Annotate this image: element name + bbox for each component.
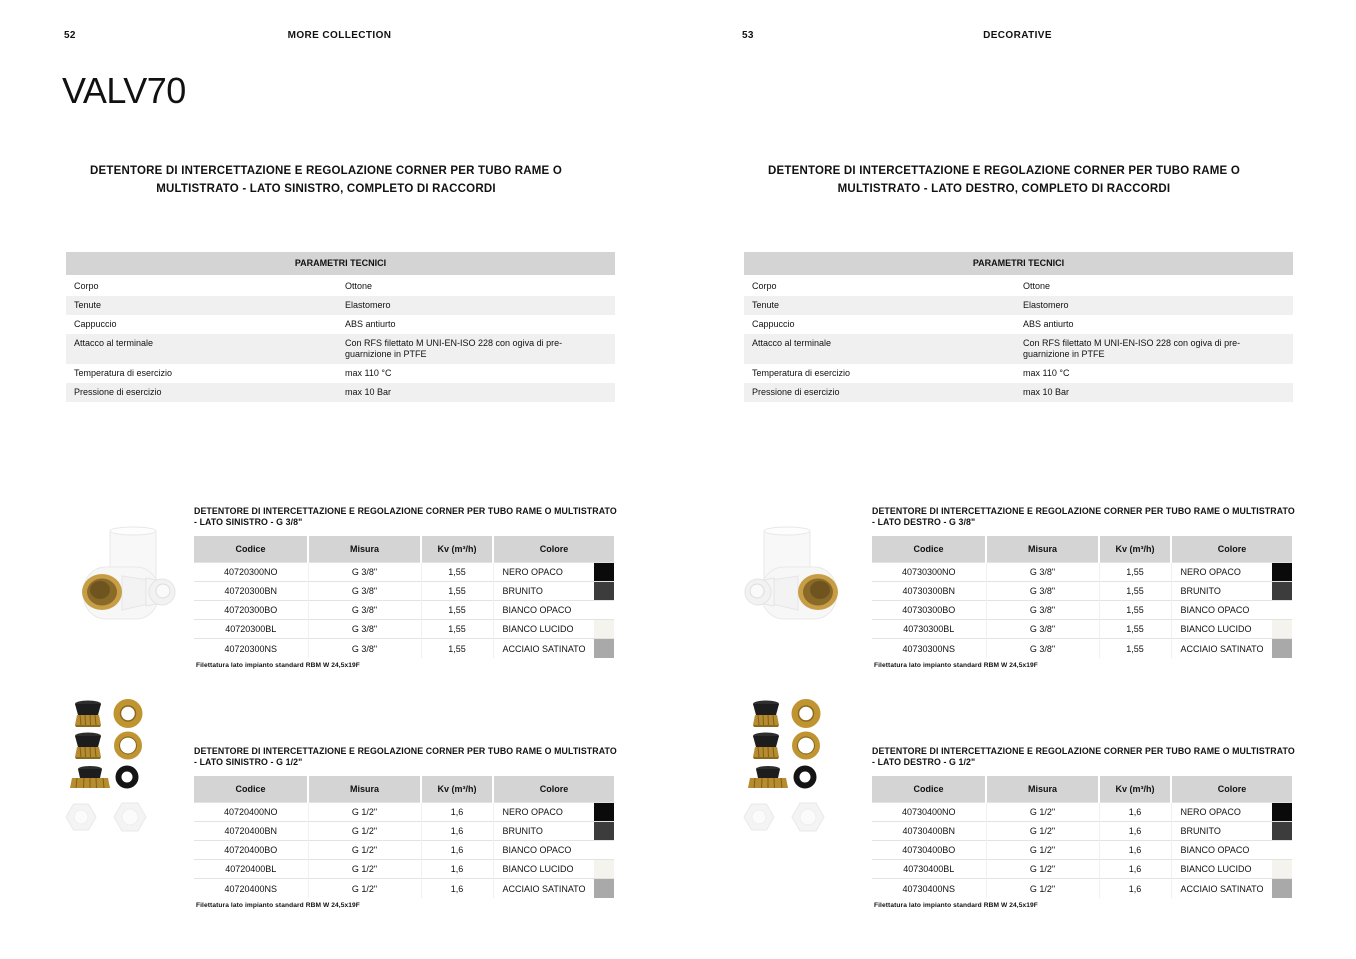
cell-codice: 40730300NS (872, 639, 986, 658)
cell-codice: 40730300NO (872, 562, 986, 581)
cell-colore: BIANCO OPACO (1171, 600, 1272, 619)
tech-value: Ottone (345, 281, 373, 291)
table-row (872, 600, 1292, 619)
column-header: Codice (194, 536, 308, 562)
cell-colore: ACCIAIO SATINATO (493, 879, 594, 898)
tech-label: Cappuccio (74, 319, 117, 329)
cell-kv: 1,6 (1099, 821, 1171, 840)
table-row (194, 821, 614, 840)
tech-label: Pressione di esercizio (752, 387, 840, 397)
color-swatch (594, 879, 614, 898)
color-swatch (1272, 860, 1292, 879)
table-row (194, 562, 614, 581)
cell-kv: 1,6 (421, 860, 493, 879)
tech-value: max 10 Bar (345, 387, 392, 397)
tech-value: max 110 °C (1023, 368, 1070, 378)
cell-codice: 40730400NS (872, 879, 986, 898)
cell-misura: G 3/8" (308, 581, 421, 600)
tech-value: Con RFS filettato M UNI-EN-ISO 228 con ogiva di pre-guarnizione in PTFE (1023, 338, 1241, 359)
tech-row (744, 334, 1293, 364)
table-row (194, 840, 614, 859)
tech-row (66, 364, 615, 383)
cell-codice: 40730400BN (872, 821, 986, 840)
tech-label: Temperatura di esercizio (752, 368, 851, 378)
cell-misura: G 1/2" (986, 879, 1099, 898)
color-swatch (1272, 562, 1292, 581)
cell-colore: BIANCO OPACO (1171, 840, 1272, 859)
tech-value: ABS antiurto (345, 319, 396, 329)
cell-misura: G 1/2" (308, 840, 421, 859)
tech-label: Corpo (752, 281, 777, 291)
tech-label: Pressione di esercizio (74, 387, 162, 397)
tech-value: ABS antiurto (1023, 319, 1074, 329)
column-header: Kv (m³/h) (1099, 776, 1171, 802)
cell-misura: G 1/2" (308, 860, 421, 879)
cell-misura: G 3/8" (308, 620, 421, 639)
color-swatch (594, 600, 614, 619)
cell-kv: 1,55 (421, 562, 493, 581)
product-table (872, 536, 1292, 658)
cell-codice: 40720300BL (194, 620, 308, 639)
collection-label: DECORATIVE (983, 30, 1052, 41)
tech-label: Attacco al terminale (752, 338, 832, 348)
valve-photo-left-side (56, 521, 186, 651)
cell-colore: BIANCO LUCIDO (493, 620, 594, 639)
product-table (194, 776, 614, 898)
cell-codice: 40730300BN (872, 581, 986, 600)
table-header-row (194, 776, 614, 802)
cell-colore: ACCIAIO SATINATO (1171, 879, 1272, 898)
cell-misura: G 3/8" (986, 581, 1099, 600)
cell-misura: G 3/8" (986, 562, 1099, 581)
table-header-row (872, 776, 1292, 802)
cell-codice: 40720300NO (194, 562, 308, 581)
tech-row (66, 277, 615, 296)
tech-row (66, 296, 615, 315)
cell-misura: G 1/2" (986, 821, 1099, 840)
tech-value: Elastomero (1023, 300, 1069, 310)
cell-colore: BRUNITO (1171, 821, 1272, 840)
cell-codice: 40720400NS (194, 879, 308, 898)
cell-kv: 1,6 (1099, 879, 1171, 898)
cell-codice: 40720300BO (194, 600, 308, 619)
cell-colore: BIANCO OPACO (493, 840, 594, 859)
cell-kv: 1,6 (421, 821, 493, 840)
cell-kv: 1,55 (1099, 581, 1171, 600)
cell-kv: 1,55 (1099, 562, 1171, 581)
tech-value: Elastomero (345, 300, 391, 310)
tech-row (66, 315, 615, 334)
cell-kv: 1,55 (421, 620, 493, 639)
tech-label: Attacco al terminale (74, 338, 154, 348)
table-row (872, 562, 1292, 581)
cell-colore: NERO OPACO (493, 562, 594, 581)
color-swatch (1272, 840, 1292, 859)
table-row (872, 802, 1292, 821)
tech-label: Tenute (74, 300, 102, 310)
cell-misura: G 1/2" (986, 802, 1099, 821)
fittings-photo (56, 687, 186, 847)
tech-parameters-table (66, 252, 615, 402)
column-header: Codice (194, 776, 308, 802)
product-table (194, 536, 614, 658)
page-number: 53 (742, 30, 754, 41)
cell-misura: G 3/8" (986, 620, 1099, 639)
product-table-title: DETENTORE DI INTERCETTAZIONE E REGOLAZIONE CORNER PER TUBO RAME O MULTISTRATO - LATO DESTRO - G 1/2" (872, 746, 1295, 767)
table-footnote: Filettatura lato impianto standard RBM W 24,5x19F (196, 662, 360, 669)
column-header: Misura (986, 536, 1099, 562)
cell-kv: 1,55 (1099, 639, 1171, 658)
cell-kv: 1,55 (421, 600, 493, 619)
cell-codice: 40730300BL (872, 620, 986, 639)
cell-kv: 1,6 (421, 802, 493, 821)
cell-codice: 40720400BN (194, 821, 308, 840)
cell-colore: ACCIAIO SATINATO (493, 639, 594, 658)
tech-value: max 110 °C (345, 368, 392, 378)
cell-kv: 1,6 (421, 879, 493, 898)
tech-row (66, 334, 615, 364)
cell-colore: NERO OPACO (1171, 562, 1272, 581)
cell-misura: G 3/8" (308, 639, 421, 658)
cell-misura: G 3/8" (986, 639, 1099, 658)
cell-misura: G 1/2" (308, 879, 421, 898)
cell-misura: G 1/2" (308, 821, 421, 840)
color-swatch (1272, 879, 1292, 898)
column-header: Codice (872, 776, 986, 802)
cell-codice: 40720400BL (194, 860, 308, 879)
tech-row (744, 277, 1293, 296)
table-footnote: Filettatura lato impianto standard RBM W 24,5x19F (196, 902, 360, 909)
tech-table-title: PARAMETRI TECNICI (744, 252, 1293, 275)
cell-kv: 1,6 (1099, 840, 1171, 859)
cell-colore: ACCIAIO SATINATO (1171, 639, 1272, 658)
table-row (194, 879, 614, 898)
cell-codice: 40730400NO (872, 802, 986, 821)
tech-row (744, 383, 1293, 402)
tech-value: Ottone (1023, 281, 1051, 291)
cell-colore: BRUNITO (1171, 581, 1272, 600)
tech-label: Temperatura di esercizio (74, 368, 173, 378)
cell-kv: 1,6 (1099, 860, 1171, 879)
product-description: DETENTORE DI INTERCETTAZIONE E REGOLAZIONE CORNER PER TUBO RAME O MULTISTRATO - LATO SINISTRO, COMPLETO DI RACCORDI (90, 165, 562, 195)
column-header: Codice (872, 536, 986, 562)
tech-label: Corpo (74, 281, 99, 291)
color-swatch (594, 840, 614, 859)
tech-value: max 10 Bar (1023, 387, 1070, 397)
tech-parameters-table (744, 252, 1293, 402)
table-row (872, 821, 1292, 840)
cell-colore: NERO OPACO (1171, 802, 1272, 821)
cell-kv: 1,6 (421, 840, 493, 859)
color-swatch (594, 639, 614, 658)
column-header: Misura (308, 776, 421, 802)
table-row (194, 860, 614, 879)
collection-label: MORE COLLECTION (287, 30, 392, 41)
table-row (872, 620, 1292, 639)
cell-misura: G 1/2" (986, 860, 1099, 879)
color-swatch (594, 860, 614, 879)
color-swatch (594, 821, 614, 840)
product-table-title: DETENTORE DI INTERCETTAZIONE E REGOLAZIONE CORNER PER TUBO RAME O MULTISTRATO - LATO SINISTRO - G 1/2" (194, 746, 617, 767)
column-header: Misura (986, 776, 1099, 802)
cell-colore: BIANCO LUCIDO (1171, 860, 1272, 879)
cell-colore: NERO OPACO (493, 802, 594, 821)
color-swatch (1272, 581, 1292, 600)
product-table-title: DETENTORE DI INTERCETTAZIONE E REGOLAZIONE CORNER PER TUBO RAME O MULTISTRATO - LATO DESTRO - G 3/8" (872, 506, 1295, 527)
product-table (872, 776, 1292, 898)
cell-codice: 40730400BO (872, 840, 986, 859)
color-swatch (1272, 639, 1292, 658)
table-header-row (194, 536, 614, 562)
tech-label: Tenute (752, 300, 780, 310)
tech-row (744, 315, 1293, 334)
cell-kv: 1,55 (1099, 620, 1171, 639)
table-row (194, 581, 614, 600)
color-swatch (594, 581, 614, 600)
color-swatch (1272, 600, 1292, 619)
column-header: Misura (308, 536, 421, 562)
product-description: DETENTORE DI INTERCETTAZIONE E REGOLAZIONE CORNER PER TUBO RAME O MULTISTRATO - LATO DESTRO, COMPLETO DI RACCORDI (768, 165, 1240, 195)
cell-colore: BRUNITO (493, 581, 594, 600)
cell-colore: BIANCO OPACO (493, 600, 594, 619)
cell-colore: BIANCO LUCIDO (493, 860, 594, 879)
color-swatch (594, 562, 614, 581)
color-swatch (1272, 802, 1292, 821)
color-swatch (594, 802, 614, 821)
column-header: Colore (1171, 536, 1292, 562)
table-row (872, 879, 1292, 898)
cell-kv: 1,55 (421, 581, 493, 600)
cell-codice: 40720400BO (194, 840, 308, 859)
cell-misura: G 3/8" (986, 600, 1099, 619)
cell-misura: G 1/2" (986, 840, 1099, 859)
table-footnote: Filettatura lato impianto standard RBM W 24,5x19F (874, 902, 1038, 909)
fittings-photo (734, 687, 864, 847)
product-table-title: DETENTORE DI INTERCETTAZIONE E REGOLAZIONE CORNER PER TUBO RAME O MULTISTRATO - LATO SINISTRO - G 3/8" (194, 506, 617, 527)
tech-row (66, 383, 615, 402)
cell-misura: G 1/2" (308, 802, 421, 821)
page-number: 52 (64, 30, 76, 41)
column-header: Kv (m³/h) (421, 536, 493, 562)
column-header: Kv (m³/h) (421, 776, 493, 802)
tech-row (744, 296, 1293, 315)
cell-codice: 40730400BL (872, 860, 986, 879)
cell-kv: 1,55 (421, 639, 493, 658)
color-swatch (1272, 620, 1292, 639)
table-row (194, 802, 614, 821)
cell-kv: 1,55 (1099, 600, 1171, 619)
table-row (872, 840, 1292, 859)
column-header: Colore (493, 536, 614, 562)
cell-codice: 40720400NO (194, 802, 308, 821)
tech-label: Cappuccio (752, 319, 795, 329)
tech-value: Con RFS filettato M UNI-EN-ISO 228 con ogiva di pre-guarnizione in PTFE (345, 338, 563, 359)
table-row (194, 620, 614, 639)
table-row (194, 600, 614, 619)
cell-misura: G 3/8" (308, 600, 421, 619)
color-swatch (594, 620, 614, 639)
valve-photo-right-side (734, 521, 864, 651)
color-swatch (1272, 821, 1292, 840)
cell-codice: 40720300BN (194, 581, 308, 600)
page-title: VALV70 (62, 70, 186, 111)
table-row (194, 639, 614, 658)
cell-kv: 1,6 (1099, 802, 1171, 821)
table-row (872, 860, 1292, 879)
cell-codice: 40720300NS (194, 639, 308, 658)
column-header: Kv (m³/h) (1099, 536, 1171, 562)
cell-colore: BIANCO LUCIDO (1171, 620, 1272, 639)
table-row (872, 639, 1292, 658)
table-header-row (872, 536, 1292, 562)
cell-colore: BRUNITO (493, 821, 594, 840)
column-header: Colore (493, 776, 614, 802)
tech-table-title: PARAMETRI TECNICI (66, 252, 615, 275)
cell-misura: G 3/8" (308, 562, 421, 581)
tech-row (744, 364, 1293, 383)
cell-codice: 40730300BO (872, 600, 986, 619)
catalog-page-right (678, 0, 1356, 959)
table-footnote: Filettatura lato impianto standard RBM W 24,5x19F (874, 662, 1038, 669)
column-header: Colore (1171, 776, 1292, 802)
table-row (872, 581, 1292, 600)
